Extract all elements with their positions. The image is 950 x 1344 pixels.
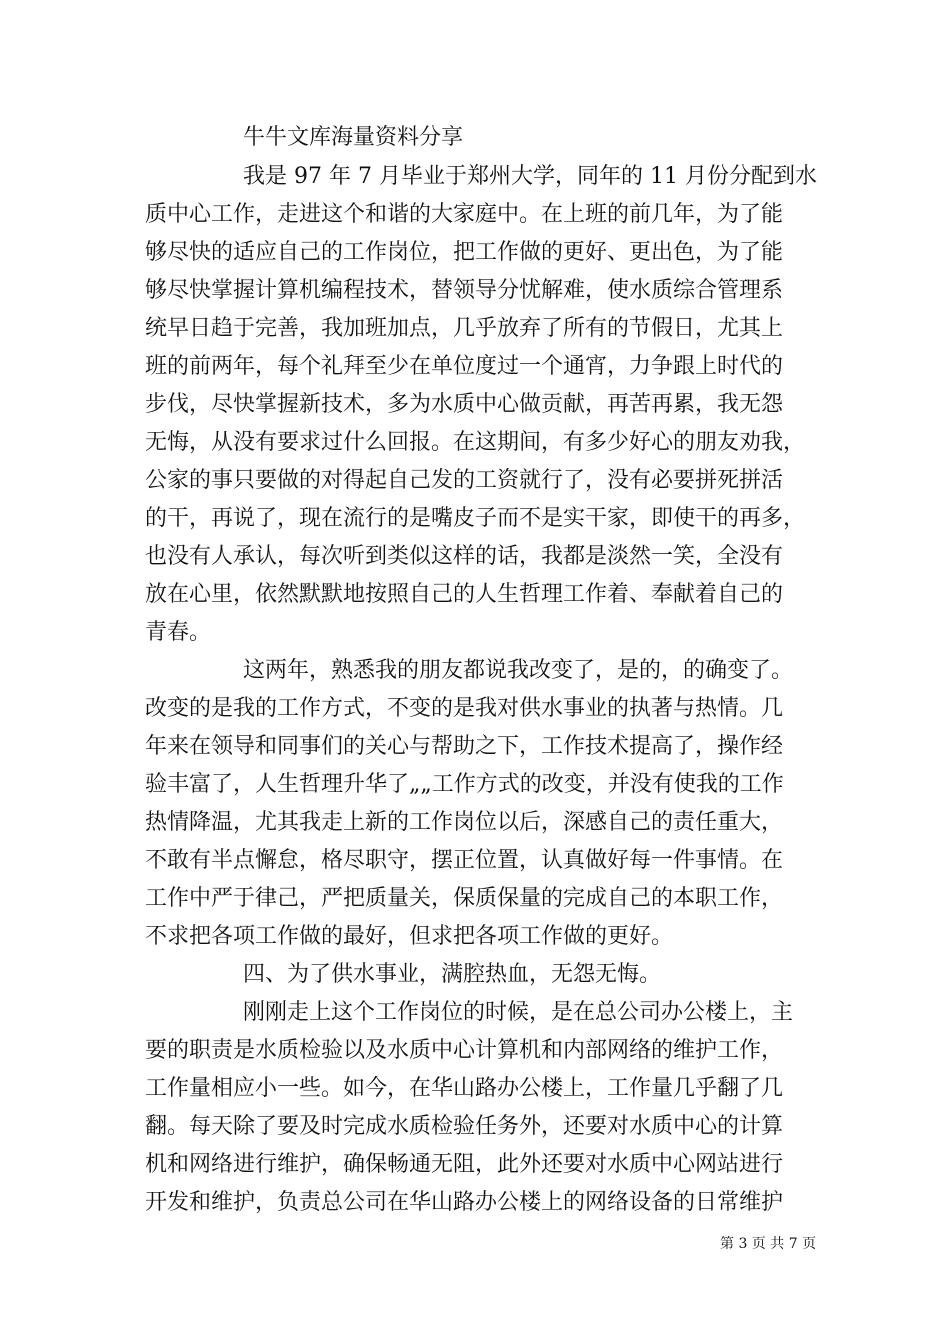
text-line: 要的职责是水质检验以及水质中心计算机和内部网络的维护工作， — [145, 1038, 784, 1063]
text-line: 工作中严于律己，严把质量关，保质保量的完成自己的本职工作， — [145, 886, 784, 911]
text-line: 热情降温，尤其我走上新的工作岗位以后，深感自己的责任重大， — [145, 810, 784, 835]
text-line: 班的前两年，每个礼拜至少在单位度过一个通宵，力争跟上时代的 — [145, 354, 784, 379]
text-line: 够尽快的适应自己的工作岗位，把工作做的更好、更出色，为了能 — [145, 240, 784, 265]
text-line: 工作量相应小一些。如今，在华山路办公楼上，工作量几乎翻了几 — [145, 1076, 784, 1101]
text-line: 机和网络进行维护，确保畅通无阻，此外还要对水质中心网站进行 — [145, 1152, 784, 1177]
text-line: 青春。 — [145, 620, 212, 645]
text-line: 不求把各项工作做的最好，但求把各项工作做的更好。 — [145, 924, 674, 949]
header-line: 牛牛文库海量资料分享 — [243, 125, 464, 150]
text-line: 无悔，从没有要求过什么回报。在这期间，有多少好心的朋友劝我， — [145, 430, 806, 455]
text-line: 这两年，熟悉我的朋友都说我改变了，是的，的确变了。 — [243, 658, 794, 683]
section-heading: 四、为了供水事业，满腔热血，无怨无悔。 — [243, 962, 662, 987]
page-number-footer: 第 3 页 共 7 页 — [720, 1236, 817, 1252]
text-line: 步伐，尽快掌握新技术，多为水质中心做贡献，再苦再累，我无怨 — [145, 392, 784, 417]
text-line: 验丰富了，人生哲理升华了„„工作方式的改变，并没有使我的工作 — [145, 772, 784, 797]
text-line: 够尽快掌握计算机编程技术，替领导分忧解难，使水质综合管理系 — [145, 278, 784, 303]
text-line: 改变的是我的工作方式，不变的是我对供水事业的执著与热情。几 — [145, 696, 784, 721]
text-line: 年来在领导和同事们的关心与帮助之下，工作技术提高了，操作经 — [145, 734, 784, 759]
text-line: 开发和维护，负责总公司在华山路办公楼上的网络设备的日常维护 — [145, 1190, 784, 1215]
text-line: 统早日趋于完善，我加班加点，几乎放弃了所有的节假日，尤其上 — [145, 316, 784, 341]
text-line: 也没有人承认，每次听到类似这样的话，我都是淡然一笑，全没有 — [145, 544, 784, 569]
text-line: 我是 97 年 7 月毕业于郑州大学，同年的 11 月份分配到水 — [243, 164, 817, 189]
text-line: 刚刚走上这个工作岗位的时候，是在总公司办公楼上，主 — [243, 1000, 794, 1025]
text-line: 的干，再说了，现在流行的是嘴皮子而不是实干家，即使干的再多， — [145, 506, 806, 531]
text-line: 翻。每天除了要及时完成水质检验任务外，还要对水质中心的计算 — [145, 1114, 784, 1139]
text-line: 放在心里，依然默默地按照自己的人生哲理工作着、奉献着自己的 — [145, 582, 784, 607]
text-line: 公家的事只要做的对得起自己发的工资就行了，没有必要拼死拼活 — [145, 468, 784, 493]
text-line: 不敢有半点懈怠，格尽职守，摆正位置，认真做好每一件事情。在 — [145, 848, 784, 873]
text-line: 质中心工作，走进这个和谐的大家庭中。在上班的前几年，为了能 — [145, 202, 784, 227]
